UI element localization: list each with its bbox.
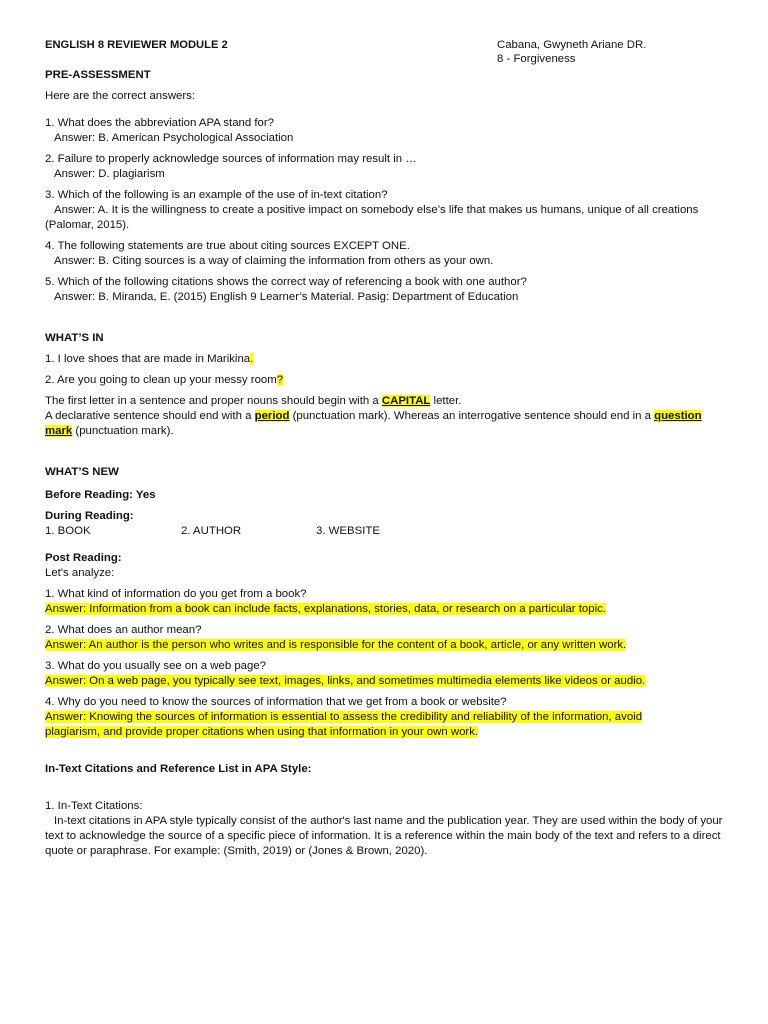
before-reading-label: Before Reading: Yes xyxy=(45,489,156,501)
sentence-1-punctuation: . xyxy=(250,353,254,365)
punctuation-rule xyxy=(45,409,725,439)
sentence-2-punctuation: ? xyxy=(276,374,284,386)
pre-assessment-item-3 xyxy=(45,188,725,233)
student-section: 8 - Forgiveness xyxy=(497,53,576,65)
sentence-2 xyxy=(45,373,725,388)
in-text-citations-title: 1. In-Text Citations: xyxy=(45,800,143,812)
answer-text: Answer: B. American Psychological Association xyxy=(54,132,294,144)
highlighted-answer-line-1: Answer: Knowing the sources of information is essential to assess the credibility and reliability of the information, avoid xyxy=(45,711,643,723)
during-item-author: 2. AUTHOR xyxy=(181,525,242,537)
pre-assessment-item-4 xyxy=(45,239,725,269)
question-text: 5. Which of the following citations shows the correct way of referencing a book with one author? xyxy=(45,276,527,288)
sentence-1-text: 1. I love shoes that are made in Marikina xyxy=(45,353,251,365)
question-text: 1. What kind of information do you get from a book? xyxy=(45,588,307,600)
student-info xyxy=(497,38,646,66)
whats-in-heading: WHAT’S IN xyxy=(45,332,104,344)
rule-text: (punctuation mark). xyxy=(72,425,174,437)
during-reading-label: During Reading: xyxy=(45,510,134,522)
answer-text xyxy=(45,638,725,653)
post-reading-qa-1 xyxy=(45,587,725,617)
question-text: 1. What does the abbreviation APA stand for? xyxy=(45,117,275,129)
highlighted-answer-line-2: plagiarism, and provide proper citations when using that information in your own work. xyxy=(45,726,479,738)
answer-text xyxy=(45,725,725,740)
answer-text: Answer: A. It is the willingness to create a positive impact on somebody else’s life that makes us humans, unique of all creations (Palomar, 2015). xyxy=(45,204,699,231)
capital-rule xyxy=(45,394,725,409)
period-keyword: period xyxy=(254,410,290,422)
pre-assessment-item-1 xyxy=(45,116,725,146)
pre-assessment-intro: Here are the correct answers: xyxy=(45,90,196,102)
during-item-book: 1. BOOK xyxy=(45,525,91,537)
student-name: Cabana, Gwyneth Ariane DR. xyxy=(497,39,647,51)
answer-text: Answer: D. plagiarism xyxy=(54,168,165,180)
during-item-website: 3. WEBSITE xyxy=(316,525,380,537)
reviewer-page xyxy=(45,38,725,859)
post-reading-qa-3 xyxy=(45,659,725,689)
question-mark-keyword: question mark xyxy=(45,410,702,437)
post-reading-intro: Let's analyze: xyxy=(45,567,115,579)
document-header xyxy=(45,38,725,68)
answer-text xyxy=(45,710,725,725)
answer-text xyxy=(45,602,725,617)
post-reading-label: Post Reading: xyxy=(45,552,122,564)
sentence-1 xyxy=(45,352,725,367)
highlighted-answer: Answer: On a web page, you typically see text, images, links, and sometimes multimedia elements like videos or audio. xyxy=(45,675,646,687)
document-title: ENGLISH 8 REVIEWER MODULE 2 xyxy=(45,39,228,51)
question-text: 3. Which of the following is an example of the use of in-text citation? xyxy=(45,189,388,201)
question-text: 4. The following statements are true about citing sources EXCEPT ONE. xyxy=(45,240,410,252)
pre-assessment-item-2 xyxy=(45,152,725,182)
rule-text: The first letter in a sentence and proper nouns should begin with a xyxy=(45,395,382,407)
answer-text: Answer: B. Miranda, E. (2015) English 9 Learner’s Material. Pasig: Department of Education xyxy=(54,291,519,303)
highlighted-answer: Answer: Information from a book can include facts, explanations, stories, data, or research on a particular topic. xyxy=(45,603,606,615)
rule-text: A declarative sentence should end with a xyxy=(45,410,255,422)
pre-assessment-item-5 xyxy=(45,275,725,305)
apa-heading: In-Text Citations and Reference List in APA Style: xyxy=(45,763,312,775)
highlighted-answer: Answer: An author is the person who writes and is responsible for the content of a book, article, or any written work. xyxy=(45,639,627,651)
rule-text: (punctuation mark). Whereas an interrogative sentence should end in a xyxy=(289,410,655,422)
question-text: 3. What do you usually see on a web page? xyxy=(45,660,266,672)
sentence-2-text: 2. Are you going to clean up your messy room xyxy=(45,374,277,386)
post-reading-qa-4 xyxy=(45,695,725,740)
capital-keyword: CAPITAL xyxy=(381,395,431,407)
in-text-citations-body: In-text citations in APA style typically consist of the author's last name and the publication year. They are used within the body of your text to acknowledge the source of a specific piece of information. It is a reference within the main body of the text and refers to a direct quote or paraphrase. For example: (Smith, 2019) or (Jones & Brown, 2020). xyxy=(45,815,723,857)
question-text: 4. Why do you need to know the sources of information that we get from a book or website? xyxy=(45,696,507,708)
answer-text: Answer: B. Citing sources is a way of claiming the information from others as your own. xyxy=(54,255,494,267)
question-text: 2. Failure to properly acknowledge sources of information may result in … xyxy=(45,153,417,165)
answer-text xyxy=(45,674,725,689)
rule-text: letter. xyxy=(430,395,462,407)
question-text: 2. What does an author mean? xyxy=(45,624,202,636)
post-reading-qa-2 xyxy=(45,623,725,653)
whats-new-heading: WHAT’S NEW xyxy=(45,466,119,478)
pre-assessment-heading: PRE-ASSESSMENT xyxy=(45,69,151,81)
during-reading-list xyxy=(45,524,725,539)
